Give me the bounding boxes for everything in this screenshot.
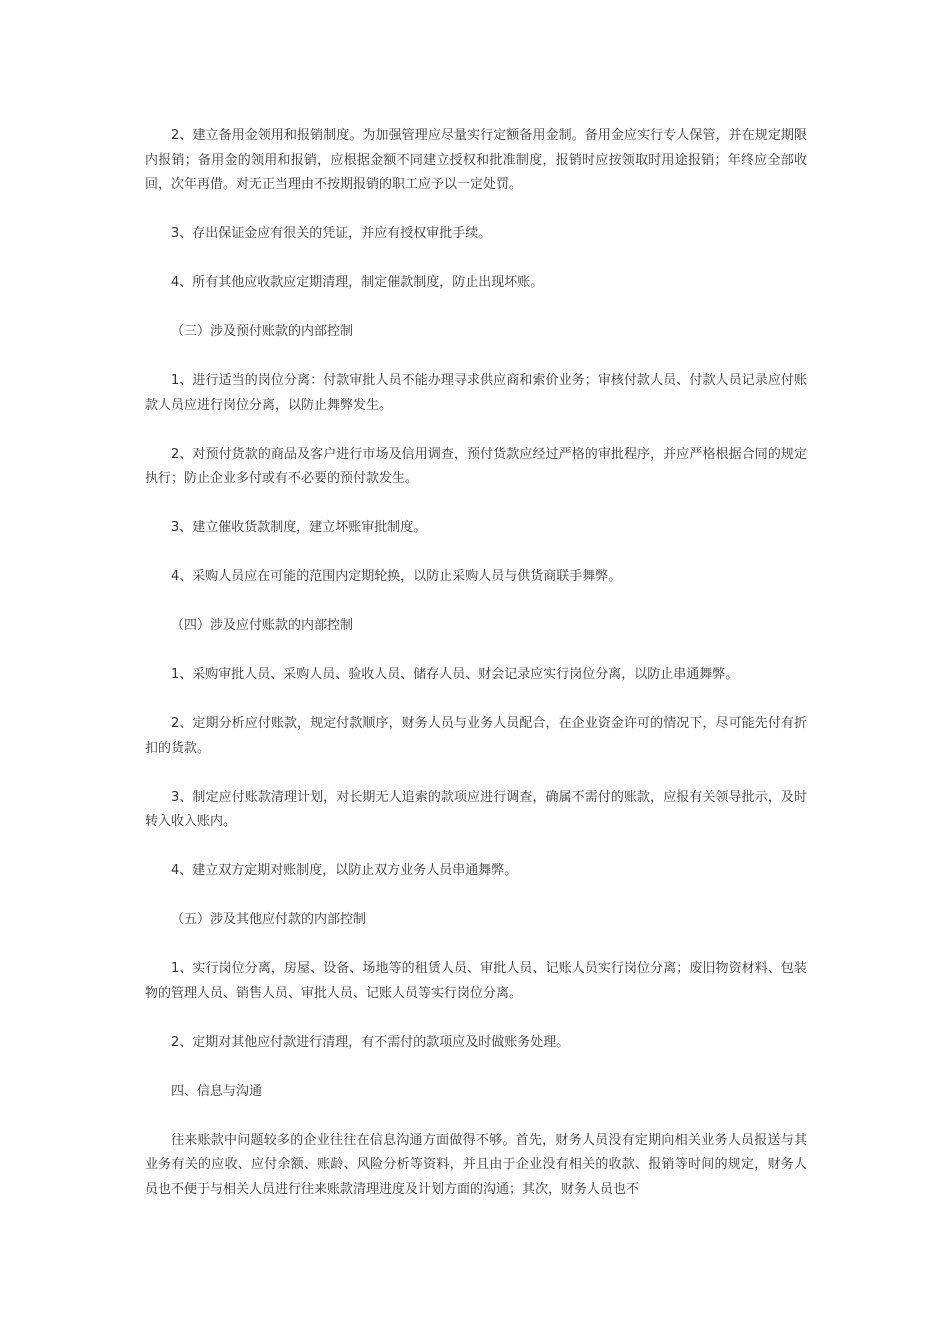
- section-heading: 四、信息与沟通: [171, 1083, 263, 1099]
- paragraph: 2、对预付货款的商品及客户进行市场及信用调查，预付货款应经过严格的审批程序，并应严格根据合同的规定执行；防止企业多付或有不必要的预付款发生。: [145, 446, 807, 486]
- paragraph: 3、建立催收货款制度，建立坏账审批制度。: [171, 520, 427, 535]
- paragraph: 4、采购人员应在可能的范围内定期轮换，以防止采购人员与供货商联手舞弊。: [171, 569, 622, 584]
- document-body: [145, 124, 807, 1227]
- paragraph: 往来账款中问题较多的企业往往在信息沟通方面做得不够。首先，财务人员没有定期向相关业务人员报送与其业务有关的应收、应付余额、账龄、风险分析等资料，并且由于企业没有相关的收款、报销等时间的规定，财务人员也不便于与相关人员进行往来账款清理进度及计划方面的沟通；其次，财务人员也不: [145, 1132, 807, 1197]
- paragraph: 3、制定应付账款清理计划，对长期无人追索的款项应进行调查，确属不需付的账款，应报有关领导批示，及时转入收入账内。: [145, 789, 807, 829]
- paragraph: 2、定期分析应付账款，规定付款顺序，财务人员与业务人员配合，在企业资金许可的情况下，尽可能先付有折扣的货款。: [145, 716, 807, 756]
- section-heading: （三）涉及预付账款的内部控制: [171, 324, 354, 339]
- paragraph: 4、所有其他应收款应定期清理，制定催款制度，防止出现坏账。: [171, 275, 544, 290]
- paragraph: 3、存出保证金应有很关的凭证，并应有授权审批手续。: [171, 226, 492, 241]
- paragraph: 4、建立双方定期对账制度，以防止双方业务人员串通舞弊。: [171, 863, 518, 878]
- section-heading: （五）涉及其他应付款的内部控制: [171, 912, 367, 927]
- section-heading: （四）涉及应付账款的内部控制: [171, 618, 354, 633]
- paragraph: 2、定期对其他应付款进行清理，有不需付的款项应及时做账务处理。: [171, 1034, 570, 1050]
- paragraph: 1、进行适当的岗位分离：付款审批人员不能办理寻求供应商和索价业务；审核付款人员、付款人员记录应付账款人员应进行岗位分离，以防止舞弊发生。: [145, 373, 807, 413]
- paragraph: 1、实行岗位分离，房屋、设备、场地等的租赁人员、审批人员、记账人员实行岗位分离；废旧物资材料、包装物的管理人员、销售人员、审批人员、记账人员等实行岗位分离。: [145, 961, 807, 1001]
- paragraph: 2、建立备用金领用和报销制度。为加强管理应尽量实行定额备用金制。备用金应实行专人保管，并在规定期限内报销；备用金的领用和报销，应根据金额不同建立授权和批准制度，报销时应按领取时用途报销；年终应全部收回，次年再借。对无正当理由不按期报销的职工应予以一定处罚。: [145, 128, 807, 192]
- paragraph: 1、采购审批人员、采购人员、验收人员、储存人员、财会记录应实行岗位分离，以防止串通舞弊。: [171, 667, 739, 682]
